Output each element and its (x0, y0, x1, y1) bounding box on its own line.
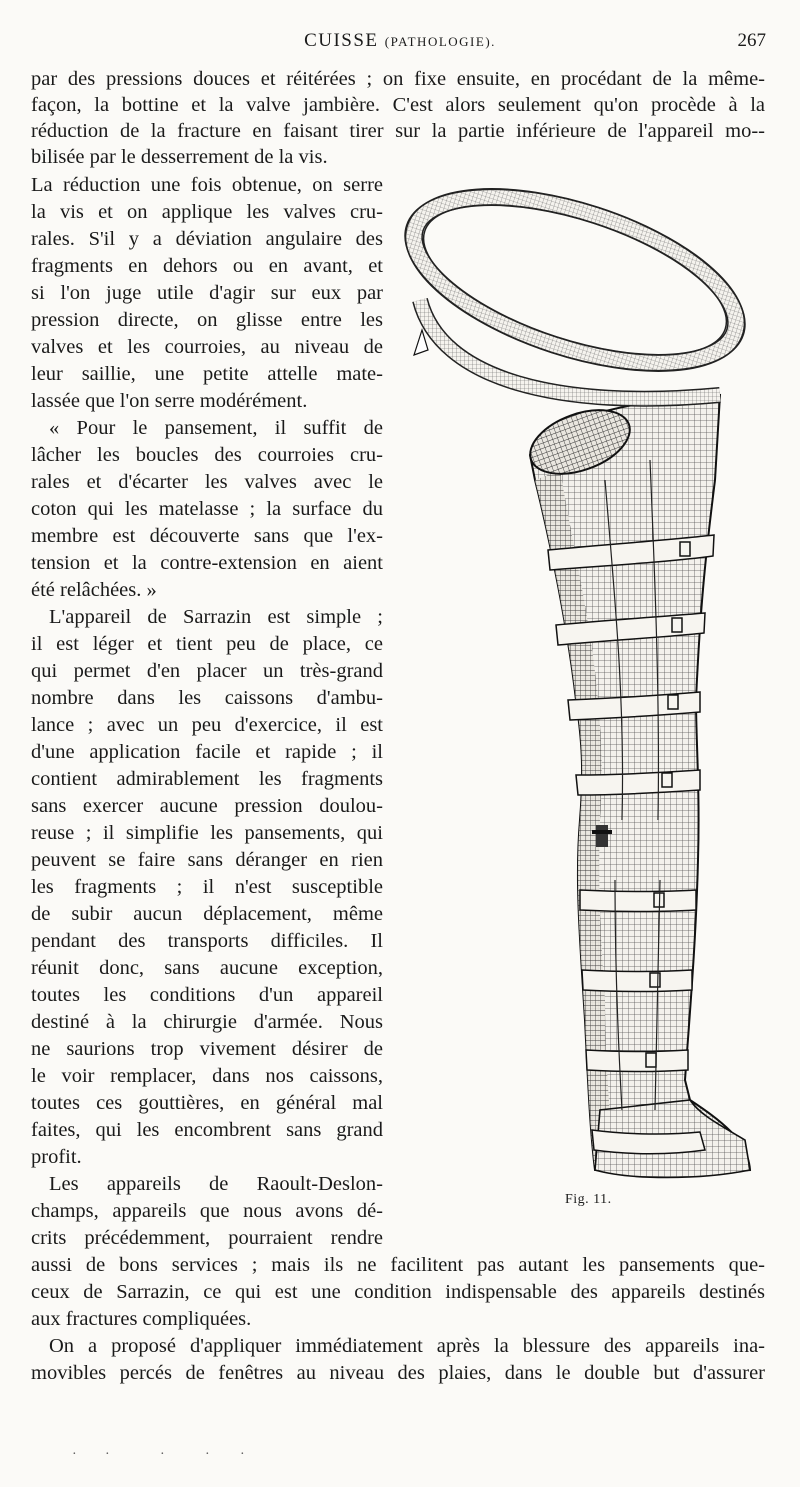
text-line: toutes ces gouttières, en général mal (31, 1092, 383, 1114)
speck: · (205, 1447, 210, 1462)
text-line: aux fractures compliquées. (31, 1308, 252, 1330)
text-line: ne saurions trop vivement désirer de (31, 1038, 383, 1060)
text-line: valves et les courroies, au niveau de (31, 336, 383, 358)
speck: · (105, 1447, 110, 1462)
text-line: faites, qui les encombrent sans grand (31, 1119, 383, 1141)
text-line: les fragments ; il n'est susceptible (31, 876, 383, 898)
text-line: rales et d'écarter les valves avec le (31, 471, 383, 493)
text-line: destiné à la chirurgie d'armée. Nous (31, 1011, 383, 1033)
text-line: ceux de Sarrazin, ce qui est une condition indispensable des appareils destinés (31, 1281, 765, 1303)
running-title-main: CUISSE (304, 30, 379, 51)
text-line: lassée que l'on serre modérément. (31, 390, 308, 412)
text-line: aussi de bons services ; mais ils ne facilitent pas autant les pansements que- (31, 1254, 765, 1276)
text-line: de subir aucun déplacement, même (31, 903, 383, 925)
text-line: L'appareil de Sarrazin est simple ; (49, 606, 383, 628)
text-line: par des pressions douces et réitérées ; on fixe ensuite, en procédant de la même- (31, 68, 765, 90)
page-number: 267 (737, 30, 766, 51)
thigh-ring (400, 180, 767, 407)
text-line: fragments en dehors ou en avant, et (31, 255, 383, 277)
running-title-sub: (PATHOLOGIE). (384, 34, 496, 49)
text-line: toutes les conditions d'un appareil (31, 984, 383, 1006)
text-line: il est léger et tient peu de place, ce (31, 633, 383, 655)
text-line: pendant des transports difficiles. Il (31, 930, 383, 952)
figure-caption: Fig. 11. (565, 1192, 612, 1207)
text-line: profit. (31, 1146, 82, 1168)
ring-tie (414, 330, 428, 355)
text-line: membre est découverte sans que l'ex- (31, 525, 383, 547)
leg-splint-illustration (400, 180, 770, 1180)
text-line: d'une application facile et rapide ; il (31, 741, 383, 763)
text-line: movibles percés de fenêtres au niveau des plaies, dans le double but d'assurer (31, 1362, 765, 1384)
text-line: rales. S'il y a déviation angulaire des (31, 228, 383, 250)
text-line: « Pour le pansement, il suffit de (49, 417, 383, 439)
text-line: lâcher les boucles des courroies cru- (31, 444, 383, 466)
text-line: la vis et on applique les valves cru- (31, 201, 383, 223)
text-line: reuse ; il simplifie les pansements, qui (31, 822, 383, 844)
text-line: façon, la bottine et la valve jambière. C'est alors seulement qu'on procède à la (31, 94, 765, 116)
text-line: On a proposé d'appliquer immédiatement après la blessure des appareils ina- (49, 1335, 765, 1357)
text-line: sans exercer aucune pression doulou- (31, 795, 383, 817)
text-line: réduction de la fracture en faisant tirer sur la partie inférieure de l'appareil mo-- (31, 120, 765, 142)
text-line: tension et la contre-extension en aient (31, 552, 383, 574)
text-line: Les appareils de Raoult-Deslon- (49, 1173, 383, 1195)
speck: · (160, 1447, 165, 1462)
text-line: été relâchées. » (31, 579, 157, 601)
text-line: contient admirablement les fragments (31, 768, 383, 790)
text-line: champs, appareils que nous avons dé- (31, 1200, 383, 1222)
text-line: coton qui les matelasse ; la surface du (31, 498, 383, 520)
speck: · (72, 1447, 77, 1462)
text-line: si l'on juge utile d'agir sur eux par (31, 282, 383, 304)
text-line: crits précédemment, pourraient rendre (31, 1227, 383, 1249)
text-line: lance ; avec un peu d'exercice, il est (31, 714, 383, 736)
text-line: qui permet d'en placer un très-grand (31, 660, 383, 682)
text-line: nombre dans les caissons d'ambu- (31, 687, 383, 709)
text-line: bilisée par le desserrement de la vis. (31, 146, 328, 168)
text-line: leur saillie, une petite attelle mate- (31, 363, 383, 385)
text-line: réunit donc, sans aucune exception, (31, 957, 383, 979)
running-title (0, 30, 800, 52)
speck: · (240, 1447, 245, 1462)
text-line: le voir remplacer, dans nos caissons, (31, 1065, 383, 1087)
text-line: peuvent se faire sans déranger en rien (31, 849, 383, 871)
text-line: La réduction une fois obtenue, on serre (31, 174, 383, 196)
text-line: pression directe, on glisse entre les (31, 309, 383, 331)
